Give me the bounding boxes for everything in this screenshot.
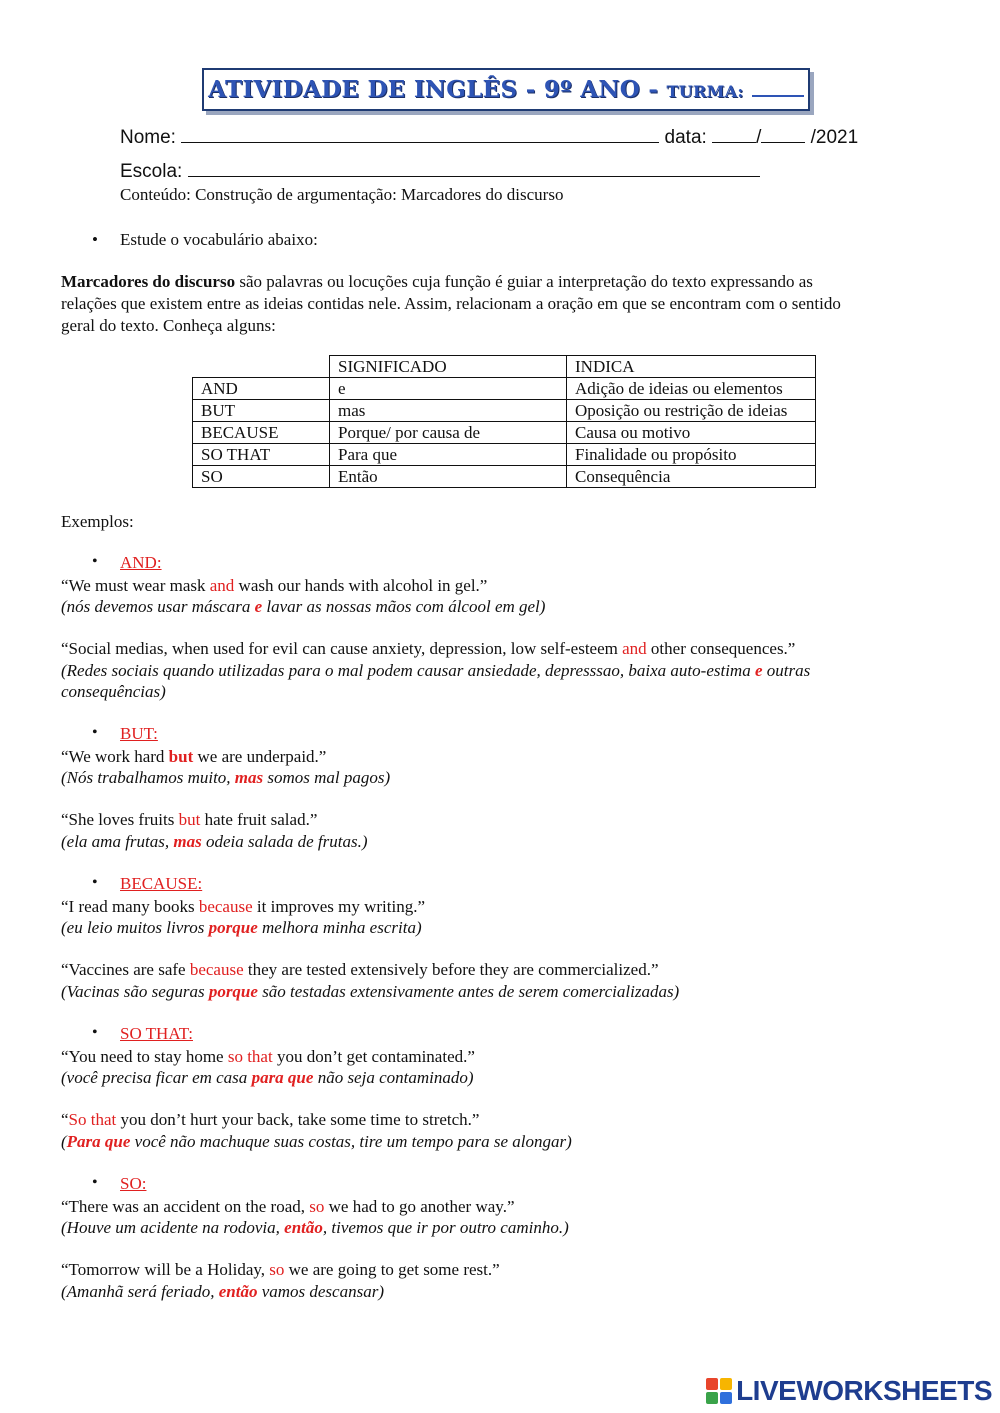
- table-row: SO Então Consequência: [193, 466, 816, 488]
- table-header-row: [193, 356, 816, 378]
- example-sentence: “There was an accident on the road, so we had to go another way.”: [61, 1197, 515, 1216]
- page-title: [204, 76, 808, 103]
- example-sentence: “She loves fruits but hate fruit salad.”: [61, 810, 318, 829]
- table-row: BECAUSE Porque/ por causa de Causa ou motivo: [193, 422, 816, 444]
- section-heading-and: • AND:: [120, 553, 162, 573]
- vocab-table: [192, 355, 816, 488]
- section-heading-but: • BUT:: [120, 724, 158, 744]
- logo-icon: [706, 1378, 732, 1404]
- example-translation: (Para que você não machuque suas costas, tire um tempo para se alongar): [61, 1132, 572, 1151]
- turma-blank: [752, 77, 804, 97]
- table-row: AND e Adição de ideias ou elementos: [193, 378, 816, 400]
- name-label: Nome:: [120, 127, 176, 148]
- example-sentence: “Social medias, when used for evil can cause anxiety, depression, low self-esteem and other consequences.”: [61, 639, 796, 658]
- example-translation: (Houve um acidente na rodovia, então, tivemos que ir por outro caminho.): [61, 1218, 569, 1237]
- table-row: SO THAT Para que Finalidade ou propósito: [193, 444, 816, 466]
- example-translation: (Vacinas são seguras porque são testadas extensivamente antes de serem comercializadas): [61, 982, 680, 1001]
- examples-label: Exemplos:: [61, 512, 134, 531]
- section-heading-so-that: • SO THAT:: [120, 1024, 193, 1044]
- date-label: data:: [664, 127, 707, 148]
- title-box: [202, 68, 810, 111]
- example-sentence: “I read many books because it improves my writing.”: [61, 897, 425, 916]
- example-translation: (você precisa ficar em casa para que não seja contaminado): [61, 1068, 474, 1087]
- header-indica: INDICA: [567, 356, 816, 378]
- example-sentence: “We work hard but we are underpaid.”: [61, 747, 327, 766]
- table-row: BUT mas Oposição ou restrição de ideias: [193, 400, 816, 422]
- example-sentence: “So that you don’t hurt your back, take some time to stretch.”: [61, 1110, 480, 1129]
- name-row: Nome: data: / /2021: [120, 127, 859, 148]
- section-heading-so: • SO:: [120, 1174, 146, 1194]
- logo-text: LIVEWORKSHEETS: [736, 1375, 992, 1406]
- example-translation: (Redes sociais quando utilizadas para o mal podem causar ansiedade, depresssao, baixa auto-estima e outras: [61, 661, 811, 680]
- date-day-field[interactable]: [712, 126, 756, 143]
- title-main: ATIVIDADE DE INGLÊS - 9º ANO -: [208, 76, 667, 103]
- content-line: Conteúdo: Construção de argumentação: Marcadores do discurso: [120, 185, 564, 204]
- header-significado: SIGNIFICADO: [330, 356, 567, 378]
- example-translation-cont: consequências): [61, 682, 166, 701]
- example-sentence: “We must wear mask and wash our hands with alcohol in gel.”: [61, 576, 488, 595]
- school-row: [120, 160, 760, 183]
- liveworksheets-logo[interactable]: [706, 1375, 992, 1407]
- section-heading-because: • BECAUSE:: [120, 874, 202, 894]
- example-translation: (ela ama frutas, mas odeia salada de frutas.): [61, 832, 368, 851]
- school-field[interactable]: [188, 160, 760, 177]
- example-translation: (nós devemos usar máscara e lavar as nossas mãos com álcool em gel): [61, 597, 546, 616]
- example-translation: (Nós trabalhamos muito, mas somos mal pagos): [61, 768, 391, 787]
- intro-bullet: • Estude o vocabulário abaixo:: [120, 229, 318, 251]
- example-translation: (eu leio muitos livros porque melhora minha escrita): [61, 918, 422, 937]
- example-translation: (Amanhã será feriado, então vamos descansar): [61, 1282, 384, 1301]
- name-field[interactable]: [181, 126, 659, 143]
- date-month-field[interactable]: [761, 126, 805, 143]
- school-label: Escola:: [120, 161, 183, 182]
- example-sentence: “Tomorrow will be a Holiday, so we are going to get some rest.”: [61, 1260, 500, 1279]
- intro-term: Marcadores do discurso: [61, 272, 236, 291]
- date-year: /2021: [810, 127, 859, 148]
- title-turma: TURMA:: [666, 82, 744, 101]
- example-sentence: “Vaccines are safe because they are tested extensively before they are commercialized.”: [61, 960, 659, 979]
- example-sentence: “You need to stay home so that you don’t get contaminated.”: [61, 1047, 475, 1066]
- intro-paragraph: Marcadores do discurso são palavras ou locuções cuja função é guiar a interpretação do texto expressando as relações que existem entre as ideias contidas nele. Assim, relacionam a oração em que se encontram com o sentido geral do texto. Conheça alguns:: [61, 272, 841, 335]
